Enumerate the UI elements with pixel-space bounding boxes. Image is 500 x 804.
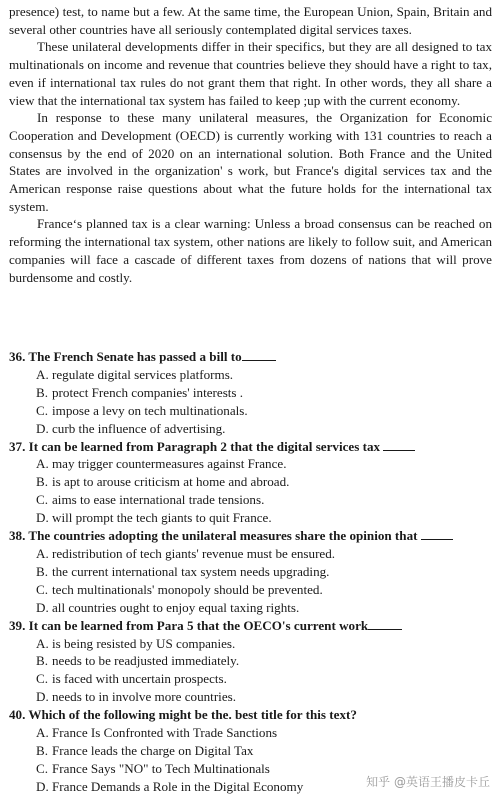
option-text: all countries ought to enjoy equal taxing rights.	[52, 599, 300, 615]
question-39	[0, 617, 500, 707]
option-b	[0, 473, 500, 491]
option-text: tech multinationals' monopoly should be prevented.	[52, 581, 323, 597]
answer-blank	[368, 618, 402, 630]
option-text: the current international tax system needs upgrading.	[52, 563, 330, 579]
passage-paragraph: In response to these many unilateral measures, the Organization for Economic Cooperation and Development (OECD) is currently working with 131 countries to reach a consensus by the end of 2020 on an international solution. Both France and the United States are involved in the organization' s work, but France's digital services tax and the American response raise questions about what the future holds for the international tax system.	[9, 110, 492, 214]
question-stem	[0, 438, 500, 456]
option-text: impose a levy on tech multinationals.	[52, 402, 248, 418]
option-d	[0, 509, 500, 527]
question-38	[0, 527, 500, 617]
option-letter: D.	[36, 510, 49, 526]
question-stem-text: 38. The countries adopting the unilateral measures share the opinion that	[9, 528, 418, 544]
option-letter: A.	[36, 725, 49, 741]
option-text: redistribution of tech giants' revenue must be ensured.	[52, 545, 336, 561]
option-b	[0, 384, 500, 402]
option-text: France leads the charge on Digital Tax	[52, 742, 254, 758]
question-stem	[0, 348, 500, 366]
option-letter: A.	[36, 545, 49, 561]
option-letter: D.	[36, 420, 49, 436]
question-stem-text: 40. Which of the following might be the. best title for this text?	[9, 707, 357, 723]
watermark: 知乎 @英语王播皮卡丘	[366, 775, 490, 789]
option-letter: C.	[36, 760, 49, 776]
option-text: aims to ease international trade tensions.	[52, 492, 265, 508]
option-text: is faced with uncertain prospects.	[52, 671, 227, 687]
answer-blank	[421, 528, 453, 540]
option-b	[0, 563, 500, 581]
option-a	[0, 366, 500, 384]
passage-paragraph: France‘s planned tax is a clear warning: Unless a broad consensus can be reached on reforming the international tax system, other nations are likely to follow suit, and American companies will face a cascade of different taxes from dozens of nations that will prove burdensome and costly.	[9, 216, 492, 285]
option-c	[0, 670, 500, 688]
option-letter: B.	[36, 474, 49, 490]
option-text: France Demands a Role in the Digital Economy	[52, 778, 304, 794]
option-letter: B.	[36, 653, 49, 669]
option-letter: C.	[36, 492, 49, 508]
option-letter: C.	[36, 402, 49, 418]
option-text: regulate digital services platforms.	[52, 366, 234, 382]
passage-paragraph: These unilateral developments differ in their specifics, but they are all designed to tax multinationals on income and revenue that countries believe they should have a right to tax, even if international tax rules do not grant them that right. In other words, they all share a view that the international tax system has failed to keep ;up with the current economy.	[9, 39, 492, 108]
option-d	[0, 420, 500, 438]
option-letter: B.	[36, 384, 49, 400]
question-36	[0, 348, 500, 438]
option-d	[0, 688, 500, 706]
question-stem-text: 39. It can be learned from Para 5 that the OECO's current work	[9, 617, 369, 633]
option-text: is apt to arouse criticism at home and abroad.	[52, 474, 290, 490]
question-stem	[0, 617, 500, 635]
option-a	[0, 455, 500, 473]
option-text: will prompt the tech giants to quit France.	[52, 510, 272, 526]
question-stem	[0, 706, 500, 724]
question-37	[0, 438, 500, 528]
option-text: needs to in involve more countries.	[52, 689, 236, 705]
option-letter: B.	[36, 742, 49, 758]
option-letter: D.	[36, 599, 49, 615]
option-letter: A.	[36, 366, 49, 382]
question-stem-text: 37. It can be learned from Paragraph 2 that the digital services tax	[9, 438, 381, 454]
option-c	[0, 491, 500, 509]
option-text: France Says "NO" to Tech Multinationals	[52, 760, 270, 776]
option-a	[0, 724, 500, 742]
option-text: curb the influence of advertising.	[52, 420, 226, 436]
option-b	[0, 742, 500, 760]
question-stem-text: 36. The French Senate has passed a bill to	[9, 349, 242, 364]
option-a	[0, 635, 500, 653]
option-text: needs to be readjusted immediately.	[52, 653, 240, 669]
option-text: may trigger countermeasures against France.	[52, 456, 287, 472]
option-d	[0, 599, 500, 617]
option-letter: A.	[36, 635, 49, 651]
option-letter: C.	[36, 671, 49, 687]
answer-blank	[242, 349, 276, 361]
option-text: protect French companies' interests .	[52, 384, 244, 400]
option-letter: C.	[36, 581, 49, 597]
option-letter: A.	[36, 456, 49, 472]
option-letter: B.	[36, 563, 49, 579]
option-letter: D.	[36, 689, 49, 705]
question-stem	[0, 527, 500, 545]
question-list	[0, 348, 500, 796]
option-letter: D.	[36, 778, 49, 794]
option-text: France Is Confronted with Trade Sanctions	[52, 725, 278, 741]
option-c	[0, 402, 500, 420]
option-b	[0, 652, 500, 670]
option-c	[0, 581, 500, 599]
passage-paragraph: presence) test, to name but a few. At the same time, the European Union, Spain, Britain and several other countries have all seriously contemplated digital services taxes.	[9, 4, 492, 37]
option-a	[0, 545, 500, 563]
option-text: is being resisted by US companies.	[52, 635, 236, 651]
reading-passage	[0, 3, 500, 286]
answer-blank	[383, 439, 415, 451]
